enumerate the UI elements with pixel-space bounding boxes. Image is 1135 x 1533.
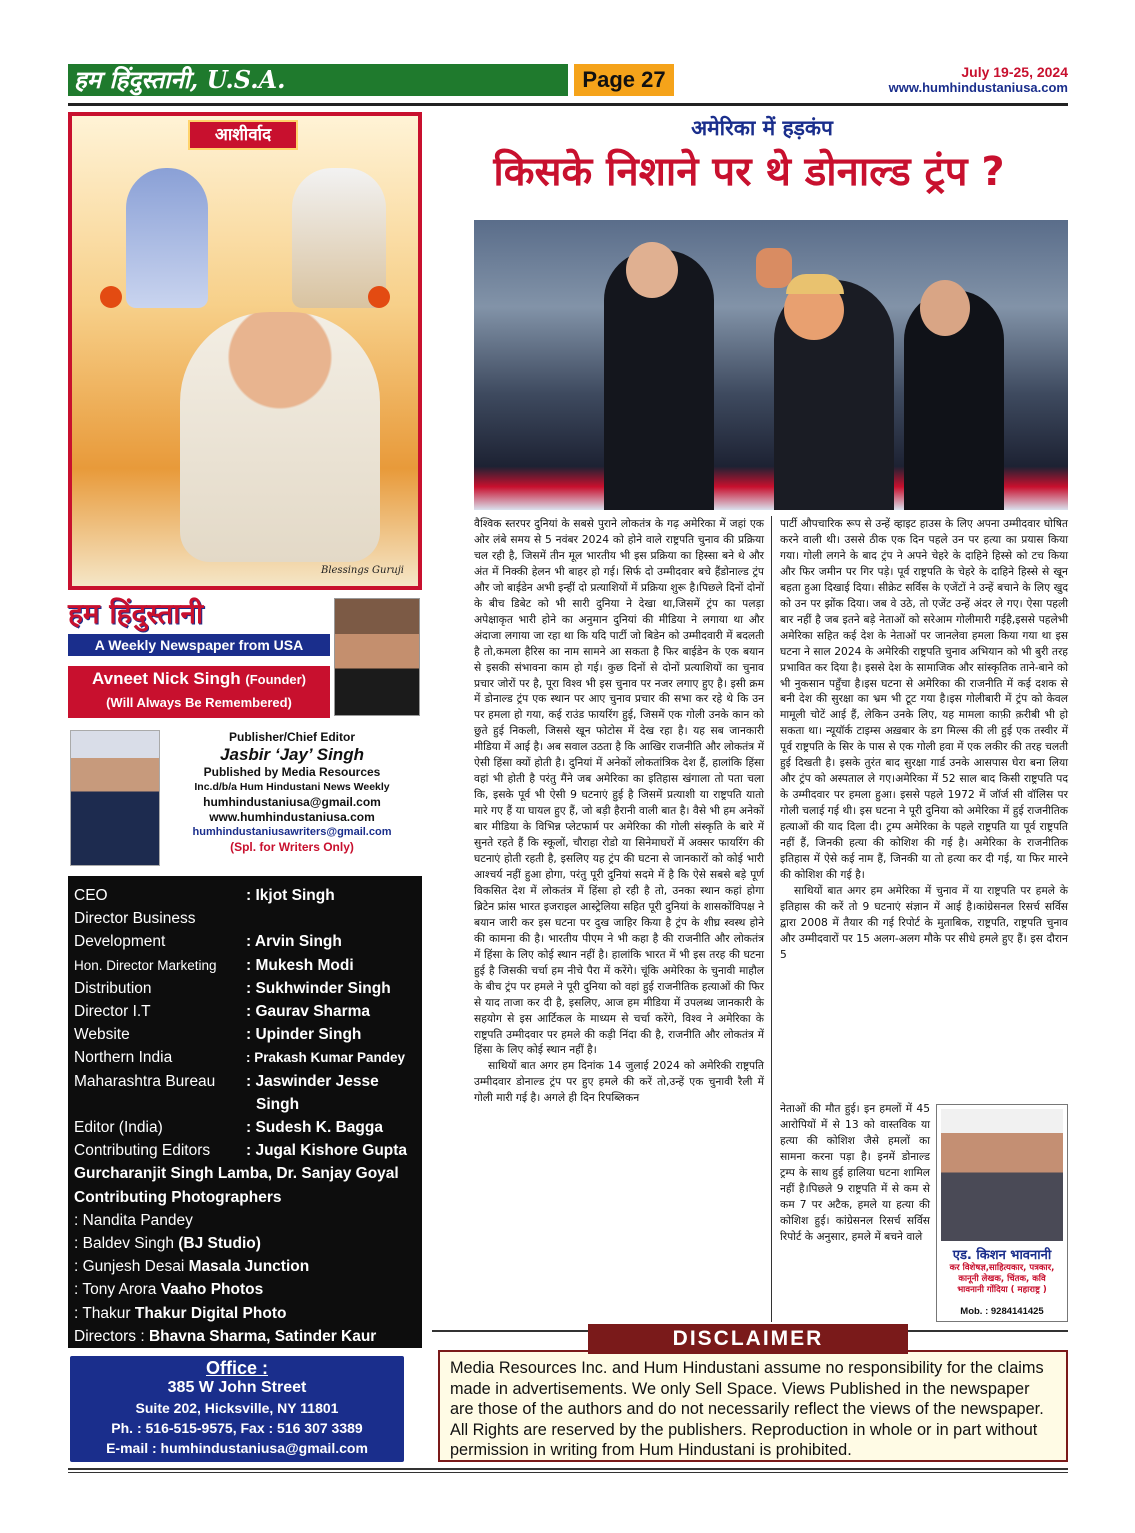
office-title: Office : — [205, 1358, 268, 1378]
footer-rule — [68, 1472, 1068, 1473]
staff-role: Website — [74, 1026, 130, 1044]
article-column-1 — [474, 516, 764, 1106]
photographer-item — [74, 1278, 416, 1301]
photographer-studio: (BJ Studio) — [178, 1235, 261, 1253]
staff-role: Northern India — [74, 1049, 173, 1067]
khanda-symbol-icon — [368, 286, 390, 308]
writer-desc-line: भावनानी गोंदिया ( महाराष्ट्र ) — [957, 1285, 1047, 1295]
article-column-2 — [780, 516, 1068, 963]
founder-name-text: Avneet Nick Singh — [91, 669, 241, 688]
staff-row — [74, 977, 416, 1000]
office-phone: Ph. : 516-515-9575, Fax : 516 307 3389 — [111, 1420, 363, 1436]
writer-name: एड. किशन भावनानी — [952, 1248, 1052, 1263]
office-suite: Suite 202, Hicksville, NY 11801 — [135, 1400, 339, 1416]
photographer-item — [74, 1302, 416, 1325]
staff-name: : Upinder Singh — [246, 1026, 362, 1044]
office-box — [70, 1356, 404, 1462]
speaker-hair — [786, 274, 844, 294]
staff-role: CEO — [74, 887, 108, 904]
staff-row — [74, 1116, 416, 1139]
page-number: Page 27 — [574, 64, 674, 96]
staff-name: Singh — [256, 1095, 300, 1113]
article-kicker: अमेरिका में हड़कंप — [691, 116, 833, 140]
staff-name: : Mukesh Modi — [246, 956, 354, 974]
masthead-brand: हम हिंदुस्तानी, U.S.A. — [68, 64, 568, 96]
editor-role: Publisher/Chief Editor — [228, 730, 355, 744]
disclaimer-box — [438, 1350, 1068, 1462]
editor-name: Jasbir ‘Jay’ Singh — [220, 745, 364, 764]
staff-role: Director Business — [74, 910, 196, 928]
photographer-studio: Masala Junction — [188, 1258, 310, 1276]
photographer-name: : Tony Arora — [74, 1281, 161, 1299]
writer-photo — [941, 1109, 1063, 1241]
editor-photo — [70, 730, 160, 866]
paper-title: हम हिंदुस्तानी — [68, 597, 204, 630]
staff-role: Hon. Director Marketing — [74, 957, 217, 973]
founder-name — [68, 666, 330, 693]
staff-name: : Jugal Kishore Gupta — [246, 1142, 408, 1160]
founder-note: (Will Always Be Remembered) — [106, 695, 292, 710]
founder-photo — [334, 598, 420, 716]
staff-name: : Gaurav Sharma — [246, 1003, 371, 1021]
staff-name: : Jaswinder Jesse — [246, 1072, 379, 1090]
footer-rule — [68, 1468, 1068, 1470]
staff-row — [74, 907, 416, 930]
article-headline: किसके निशाने पर थे डोनाल्ड ट्रंप ? — [493, 149, 1005, 195]
photographer-name: : Thakur — [74, 1304, 135, 1322]
agent-face-left — [626, 242, 678, 298]
office-street: 385 W John Street — [167, 1379, 307, 1396]
staff-list — [68, 876, 422, 1348]
article-paragraph: वैश्विक स्तरपर दुनियां के सबसे पुराने लोकतंत्र के गढ़ अमेरिका में जहां एक ओर लंबे समय से 5 नवंबर 2024 को होने वाले राष्ट्रपति चुनाव की प्रक्रिया चल रही है, जिसमें तीन मूल भारतीय भी इस प्रक्रिया का हिस्सा बने थे और अंत में निक्की हेलन भी बाहर हो गई। सिर्फ दो उम्मीदवार बचे हैंडोनाल्ड ट्रंप और जो बाईडेन अभी इन्हीं दो प्रत्याशियों में प्रक्रिया शुरू है।पिछले दिनों दोनों के बीच डिबेट को भी सारी दुनिया ने देखा था,जिसमें ट्रंप का पलड़ा अपेक्षाकृत भारी होने का अनुमान दुनियां की मीडिया ने लगाया था और अंदाजा लगाया जा रहा था कि यदि पार्टी जो बिडेन को उम्मीदवारी में बदलती है तो,कमला हैरिस का नाम सामने आ सकता है फिर बाईडेन के एक बयान से इसकी संभावना काम हो गई। कुछ दिनों से दोनों प्रत्याशियों का चुनाव प्रचार जोरों पर है, पूरा विश्व भी इस चुनाव पर नजर लगाए हुए है। इसी क्रम में डोनाल्ड ट्रंप एक स्थान पर आए चुनाव प्रचार की सभा कर रहे थे कि उन पर हमला हो गया, कई राउंड फायरिंग हुई, जिसमें एक गोली उनके कान को छुते हुई निकली, जिससे खून फोटोस में देख रहा है। यह सब जानकारी मीडिया में आई है। अब सवाल उठता है कि आखिर राजनीति और लोकतंत्र में ऐसी हिंसा क्यों होती है। दुनियां में अनेकों लोकतांत्रिक देश हैं, हालांकि हिंसा वहां भी होती है परंतु मैंने जब अमेरिका का इतिहास खंगाला तो पता चला कि, इसके पूर्व भी ऐसी 9 घटनाएं हुई है जिसमें प्रत्याशी या राष्ट्रपति यातो मारे गए हैं या घायल हुए हैं, जो बड़ी हैरानी वाली बात है। वैसे भी हम अनेकों बार मीडिया के विभिन्न प्लेटफार्म पर अमेरिका की गोली संस्कृति के बारे में सुनते रहते हैं कि स्कूलों, चौराहा रोडो या सिनेमाघरों में अक्सर फायरिंग की घटनाएं होती रहती है, इसलिए यह ट्रंप की घटना से जानकारों को कोई भारी आश्चर्य नहीं हुआ होगा, परंतु पूरी दुनियां सदमे में है कि ऐसे सबसे बड़े पूर्ण विकसित देश में लोकतंत्र में हिंसा हो रही है तो, उनका स्थान कहां होगा ब्रिटेन फ्रांस भारत इजराइल आस्ट्रेलिया सहित पूरी दुनियां के शासकोंविपक्ष ने बयान जारी कर इस घटना पर दुख जाहिर किया है ट्रंप के शीघ्र स्वस्थ होने की कामना की है। भारतीय पीएम ने भी कहा है की राजनीति और लोकतंत्र में हिंसा के लिए कोई स्थान नहीं है। हालांकि भारत में भी इस तरह की घटना हुई है जिसकी चर्चा हम नीचे पैरा में करेंगे। चूंकि अमेरिका के चुनावी माहौल के बीच ट्रंप पर हमले ने पूरी दुनिया को वहां हुई राजनीतिक हत्याओं की फिर से याद ताजा कर दी है, इसलिए, आज हम मीडिया में उपलब्ध जानकारी के सहयोग से इस आर्टिकल के माध्यम से चर्चा करेंगे, विश्व ने अमेरिका के राष्ट्रपति उम्मीदवार पर हमले की कड़ी निंदा की है, राजनीति और लोकतंत्र में हिंसा के लिए कोई स्थान नहीं है। — [474, 517, 764, 1057]
staff-name: : Prakash Kumar Pandey — [246, 1050, 406, 1066]
staff-row — [74, 954, 416, 977]
directors-line — [74, 1325, 416, 1348]
staff-row — [74, 1046, 416, 1069]
article-column-3 — [780, 1101, 930, 1245]
staff-name: : Arvin Singh — [246, 933, 342, 951]
header-divider — [68, 103, 1068, 106]
article-paragraph: नेताओं की मौत हुई। इन हमलों में 45 आरोपियों में से 13 को वास्तविक या हत्या की कोशिश जैसे हमलों का सामना करना पड़ा है। इनमें डोनाल्ड ट्रम्प के साथ हुई हालिया घटना शामिल नहीं है।पिछले 9 राष्ट्रपति में से कम से कम 7 पर अटैक, हमले या हत्या की कोशिश हुई। कांग्रेसनल रिसर्च सर्विस रिपोर्ट के अनुसार, हमले में बचने वाले — [780, 1102, 930, 1243]
staff-name: : Sukhwinder Singh — [246, 979, 391, 997]
photographer-item — [74, 1255, 416, 1278]
staff-row — [74, 1093, 416, 1116]
blessing-signature: Blessings Guruji — [320, 565, 404, 576]
staff-name: : Sudesh K. Bagga — [246, 1119, 383, 1137]
staff-role: Contributing Editors — [74, 1142, 211, 1160]
directors-label: Directors : — [74, 1327, 149, 1345]
photographer-name: : Baldev Singh — [74, 1235, 179, 1253]
staff-role: Development — [74, 933, 166, 951]
writer-description — [941, 1263, 1063, 1296]
article-paragraph: साथियों बात अगर हम अमेरिका में चुनाव में या राष्ट्रपति पर हमले के इतिहास की करें तो 9 घटनाएं संज्ञान में आई है।कांग्रेसनल रिसर्च सर्विस द्वारा 2008 में तैयार की गई रिपोर्ट के मुताबिक, राष्ट्रपति, राष्ट्रपति चुनाव और उम्मीदवारों पर 15 अलग-अलग मौके पर सीधे हमले हुए हैं। इस दौरान 5 — [780, 883, 1068, 961]
issue-date: July 19-25, 2024 — [961, 64, 1068, 80]
staff-row — [74, 1000, 416, 1023]
photographers-heading: Contributing Photographers — [74, 1188, 282, 1206]
staff-role: Maharashtra Bureau — [74, 1072, 216, 1090]
website-link[interactable]: www.humhindustaniusa.com — [888, 80, 1068, 95]
guru-portrait — [180, 312, 380, 562]
writers-note: (Spl. for Writers Only) — [230, 840, 354, 854]
staff-row — [74, 930, 416, 953]
staff-row — [74, 884, 416, 907]
photographer-name: : Gunjesh Desai — [74, 1258, 189, 1276]
contributing-editors-more: Gurcharanjit Singh Lamba, Dr. Sanjay Goyal — [74, 1165, 399, 1183]
staff-role — [74, 1093, 246, 1116]
page-header — [68, 64, 1068, 102]
founder-role: (Founder) — [245, 672, 307, 687]
raised-fist — [756, 248, 792, 288]
paper-identity — [68, 596, 422, 722]
article-paragraph: साथियों बात अगर हम दिनांक 14 जुलाई 2024 को अमेरिकी राष्ट्रपति उम्मीदवार डोनाल्ड ट्रंप पर हुए हमले की करें तो,उन्हें एक चुनावी रैली में गोली मारी गई है। अगले ही दिन रिपब्लिकन — [474, 1059, 764, 1105]
photographer-studio: Vaaho Photos — [160, 1281, 264, 1299]
staff-row — [74, 1070, 416, 1093]
disclaimer-text: Media Resources Inc. and Hum Hindustani assume no responsibility for the claims made in advertisements. We only Sell Space. Views Published in the newspaper are those of the authors and do not necessarily reflect the views of the newspaper. All Rights are reserved by the publishers. Reproduction in whole or in part without permission in writing from Hum Hindustani is prohibited. — [450, 1359, 1044, 1460]
staff-role: Editor (India) — [74, 1119, 163, 1137]
editor-website[interactable]: www.humhindustaniusa.com — [209, 810, 375, 824]
disclaimer-title: DISCLAIMER — [588, 1324, 908, 1354]
writer-desc-line: कानूनी लेखक, चिंतक, कवि — [958, 1274, 1046, 1284]
writers-email[interactable]: humhindustaniusawriters@gmail.com — [192, 826, 392, 838]
staff-role: Director I.T — [74, 1003, 151, 1021]
staff-row — [74, 1139, 416, 1162]
writer-card — [936, 1104, 1068, 1322]
staff-name: : Ikjot Singh — [246, 887, 335, 904]
editor-box — [68, 728, 422, 870]
staff-row — [74, 1023, 416, 1046]
photographer-item — [74, 1232, 416, 1255]
column-divider — [771, 516, 772, 1322]
photographer-item — [74, 1209, 416, 1232]
photographer-studio: Thakur Digital Photo — [134, 1304, 287, 1322]
published-by: Published by Media Resources — [203, 765, 381, 779]
editor-email[interactable]: humhindustaniusa@gmail.com — [203, 795, 381, 809]
om-symbol-icon — [100, 286, 122, 308]
publisher-dba: Inc.d/b/a Hum Hindustani News Weekly — [194, 781, 390, 793]
writer-mobile: Mob. : 9284141425 — [960, 1306, 1044, 1317]
office-email[interactable]: E-mail : humhindustaniusa@gmail.com — [106, 1440, 368, 1456]
paper-tagline: A Weekly Newspaper from USA — [68, 634, 330, 656]
photographer-name: : Nandita Pandey — [74, 1211, 193, 1229]
directors-names: Bhavna Sharma, Satinder Kaur — [148, 1327, 377, 1345]
blessing-tag: आशीर्वाद — [188, 120, 298, 150]
article-paragraph: पार्टी औपचारिक रूप से उन्हें व्हाइट हाउस के लिए अपना उम्मीदवार घोषित करने वाली थी। उससे ठीक एक दिन पहले उन पर हत्या का प्रयास किया गया। गोली लगने के बाद ट्रंप ने अपने चेहरे के दाहिने हिस्से को टच किया और फिर जमीन पर गिर पड़े। पूर्व राष्ट्रपति के चेहरे के दाहिने हिस्से से खून बहता हुआ दिखाई दिया। सीक्रेट सर्विस के एजेंटों ने उन्हें बचाने के लिए खुद को उन पर झोंक दिया। जब वे उठे, तो एजेंट उन्हें अंदर ले गए। ऐसा पहली बार नहीं है जब इतने बड़े नेताओं को सरेआम गोलीमारी गईहै,इससे पहलेभी अमेरिका सहित कई देश के नेताओं पर जानलेवा हमला किया गया था इस घटना ने साल 2024 के अमेरिकी राष्ट्रपति चुनाव अभियान को भी बुरी तरह प्रभावित कर दिया है। इससे देश के सामाजिक और सांस्कृतिक ताने-बाने को भी नुकसान पहुँचा है।इस घटना से अमेरिका की राजनीति में कई दशक से बनी देश की सुरक्षा का भ्रम भी टूट गया है।इस गोलीबारी में ट्रंप को केवल मामूली चोटें आई हैं, लेकिन उनके लिए, यह मामला काफ़ी क़रीबी भी हो सकता था। न्यूयॉर्क टाइम्स अख़बार के डग मिल्स की ली हुई एक तस्वीर में पूर्व राष्ट्रपति के सिर के पास से एक गोली हवा में एक लकीर की तरह चलती हुई दिखती है। इसके तुरंत बाद सुरक्षा गार्ड उनके आसपास घेरा बना लिया और ट्रंप को अस्पताल ले गए।अमेरिका में 52 साल बाद किसी राष्ट्रपति पद के उम्मीदवार पर हमला हुआ। इससे पहले 1972 में जॉर्ज सी वॉलिस पर गोली चलाई गई थी। इस घटना ने पूरी दुनिया को अमेरिका में हुई राजनीतिक हत्याओं की याद दिला दी। ट्रम्प अमेरिका के पहले राष्ट्रपति या पूर्व राष्ट्रपति नहीं हैं, जिनकी हत्या की कोशिश की गई है। अमेरिका के राजनीतिक इतिहास में ऐसे कई नाम हैं, जिनकी या तो हत्या कर दी गई, या फिर मारने की कोशिश की गई है। — [780, 517, 1068, 881]
staff-role: Distribution — [74, 979, 152, 997]
deity-figure-left — [126, 168, 208, 308]
editor-details — [164, 730, 420, 855]
founder-band — [68, 666, 330, 718]
article-photo — [474, 220, 1068, 510]
writer-desc-line: कर विशेषज्ञ,साहित्यकार, पत्रकार, — [949, 1263, 1055, 1273]
agent-face-right — [920, 280, 970, 336]
blessing-image — [68, 112, 422, 590]
